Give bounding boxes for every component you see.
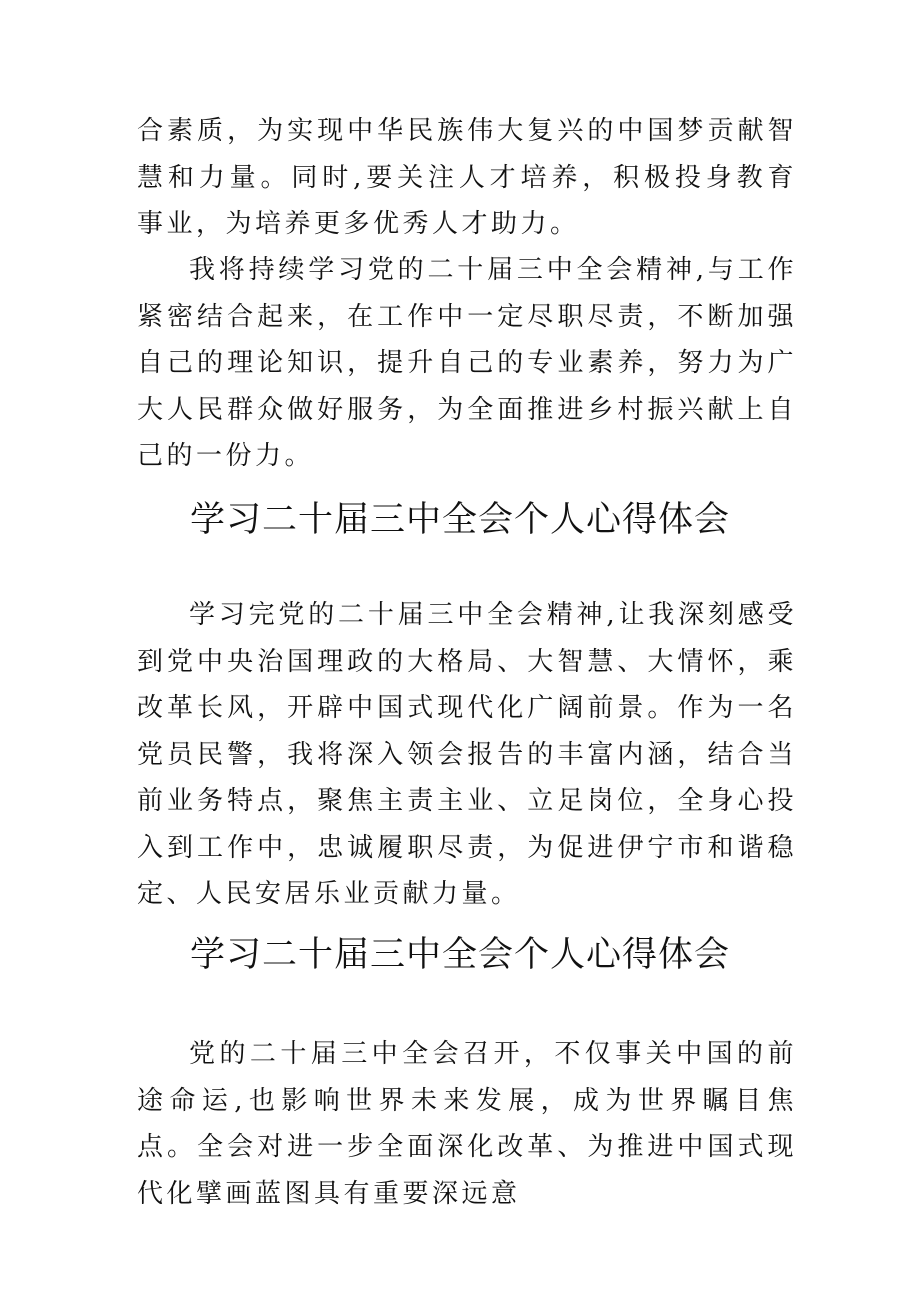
paragraph-commitment: 我将持续学习党的二十届三中全会精神,与工作紧密结合起来，在工作中一定尽职尽责，不断加强自己的理论知识，提升自己的专业素养，努力为广大人民群众做好服务，为全面推进乡村振兴献上自己的一份力。 bbox=[137, 255, 797, 471]
paragraph-police-reflection: 学习完党的二十届三中全会精神,让我深刻感受到党中央治国理政的大格局、大智慧、大情怀，乘改革长风，开辟中国式现代化广阔前景。作为一名党员民警，我将深入领会报告的丰富内涵，结合当前业务特点，聚焦主责主业、立足岗位，全身心投入到工作中，忠诚履职尽责，为促进伊宁市和谐稳定、人民安居乐业贡献力量。 bbox=[137, 600, 797, 909]
paragraph-continued: 合素质，为实现中华民族伟大复兴的中国梦贡献智慧和力量。同时,要关注人才培养，积极投身教育事业，为培养更多优秀人才助力。 bbox=[137, 116, 797, 239]
section-heading-1: 学习二十届三中全会个人心得体会 bbox=[189, 500, 730, 540]
section-heading-2: 学习二十届三中全会个人心得体会 bbox=[189, 935, 730, 975]
paragraph-plenum-significance: 党的二十届三中全会召开，不仅事关中国的前途命运,也影响世界未来发展，成为世界瞩目焦点。全会对进一步全面深化改革、为推进中国式现代化擘画蓝图具有重要深远意 bbox=[137, 1039, 797, 1209]
